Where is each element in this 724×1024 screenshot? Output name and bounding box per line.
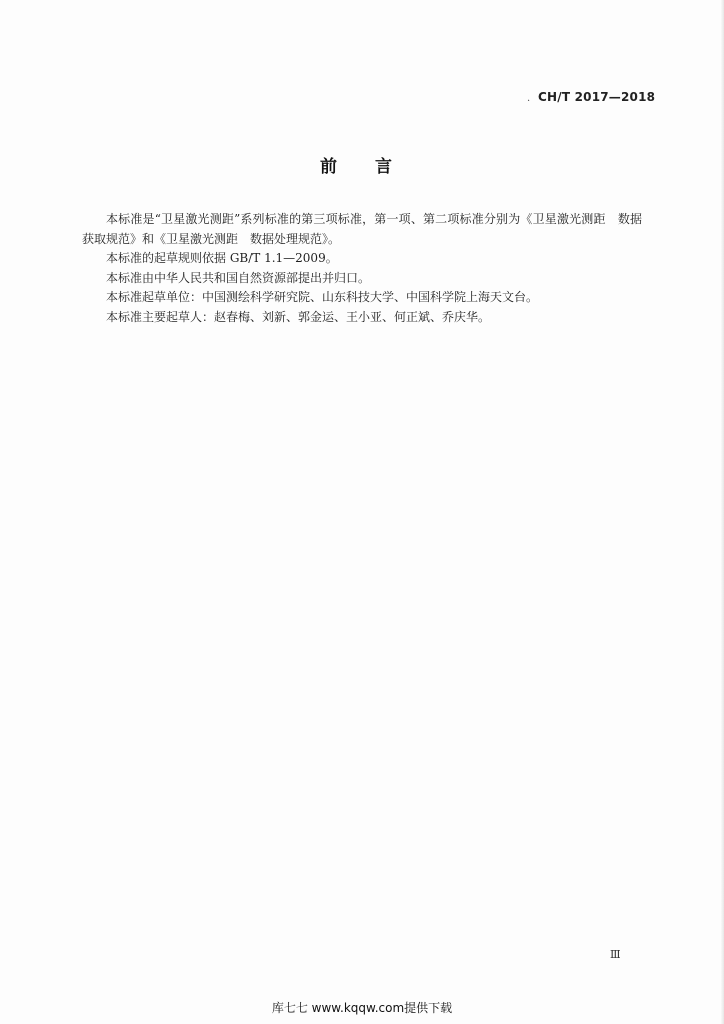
page-title: 前言 [320, 157, 430, 177]
paragraph-drafting-units: 本标准起草单位：中国测绘科学研究院、山东科技大学、中国科学院上海天文台。 [106, 290, 539, 304]
paragraph-drafting-rules: 本标准的起草规则依据 GB/T 1.1—2009。 [106, 251, 338, 265]
page-number: Ⅲ [610, 948, 621, 961]
download-footer: 库七七 www.kqqw.com提供下载 [271, 1001, 453, 1015]
paragraph-proposer: 本标准由中华人民共和国自然资源部提出并归口。 [106, 270, 371, 285]
paragraph-series: 本标准是“卫星激光测距”系列标准的第三项标准，第一项、第二项标准分别为《卫星激光测距 数据获取规范》和《卫星激光测距 数据处理规范》。 [82, 212, 642, 246]
paragraph-drafters: 本标准主要起草人：赵春梅、刘新、郭金运、王小亚、何正斌、乔庆华。 [106, 309, 491, 324]
header-dot: · [527, 96, 531, 107]
foreword-body [82, 210, 642, 327]
standard-code: CH/T 2017—2018 [538, 90, 656, 104]
